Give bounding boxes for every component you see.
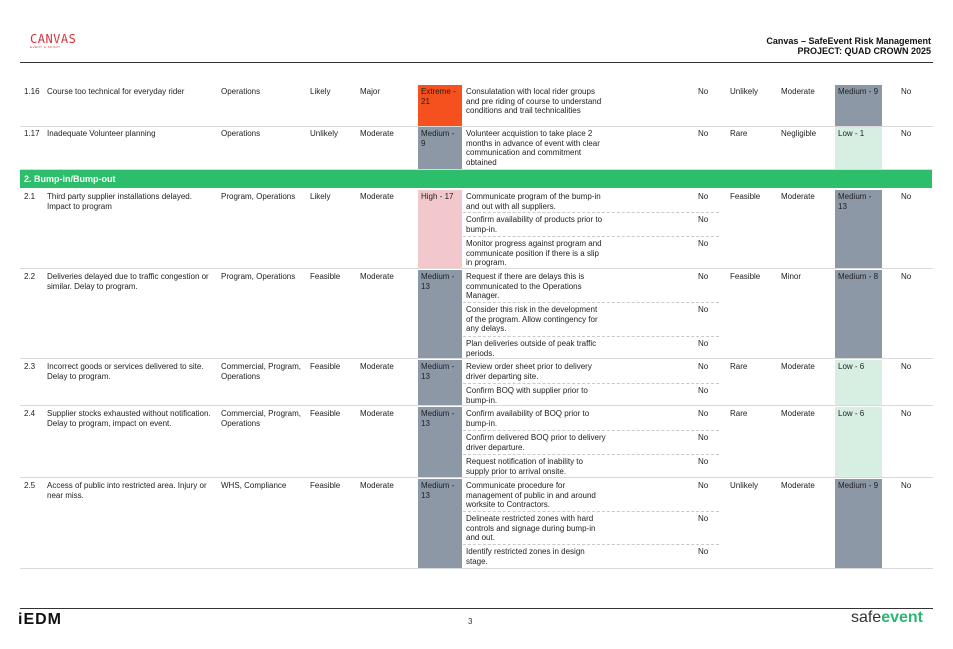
residual-likelihood: Rare [730, 362, 748, 371]
residual-risk-rating: Medium - 13 [835, 190, 882, 268]
control-flag: No [698, 339, 709, 348]
control-flag: No [698, 129, 709, 138]
consequence: Moderate [360, 129, 394, 138]
risk-id: 1.16 [24, 87, 40, 96]
final-flag: No [901, 362, 912, 371]
control-measure: Consulatation with local rider groups and pre riding of course to understand conditions and trail technicalities [466, 87, 602, 115]
control-flag: No [698, 362, 709, 371]
inherent-risk-rating: Extreme - 21 [418, 85, 462, 126]
consequence: Moderate [360, 192, 394, 201]
header-divider [20, 62, 933, 63]
risk-area: Commercial, Program, Operations [221, 362, 302, 381]
likelihood: Likely [310, 192, 331, 201]
residual-likelihood: Rare [730, 409, 748, 418]
consequence: Moderate [360, 362, 394, 371]
control-flag: No [698, 239, 709, 248]
residual-consequence: Negligible [781, 129, 817, 138]
canvas-logo-tagline: EVENT & SPORT [30, 45, 61, 49]
consequence: Major [360, 87, 381, 96]
residual-risk-rating: Low - 1 [835, 127, 882, 169]
consequence: Moderate [360, 272, 394, 281]
risk-id: 2.1 [24, 192, 36, 201]
control-flag: No [698, 457, 709, 466]
project-name: PROJECT: QUAD CROWN 2025 [797, 46, 931, 56]
residual-consequence: Moderate [781, 409, 815, 418]
inherent-risk-rating: Medium - 13 [418, 270, 462, 358]
risk-id: 1.17 [24, 129, 40, 138]
residual-likelihood: Feasible [730, 272, 761, 281]
row-divider [20, 268, 933, 269]
page-number: 3 [468, 617, 473, 626]
likelihood: Unlikely [310, 129, 339, 138]
control-measure: Volunteer acquistion to take place 2 months in advance of event with clear communication and commitment obtained [466, 129, 600, 167]
control-separator [463, 302, 719, 303]
residual-risk-rating: Medium - 9 [835, 85, 882, 126]
document-title: Canvas – SafeEvent Risk Management [766, 36, 931, 46]
control-flag: No [698, 272, 709, 281]
control-measure: Review order sheet prior to delivery driver departing site. [466, 362, 592, 381]
risk-description: Access of public into restricted area. Injury or near miss. [47, 481, 207, 500]
final-flag: No [901, 481, 912, 490]
control-measure: Communicate program of the bump-in and out with all suppliers. [466, 192, 601, 211]
risk-area: WHS, Compliance [221, 481, 287, 490]
inherent-risk-rating: High - 17 [418, 190, 462, 268]
safeevent-logo-part-a: safe [850, 609, 882, 626]
control-measure: Confirm availability of BOQ prior to bump-in. [466, 409, 590, 428]
control-flag: No [698, 305, 709, 314]
residual-likelihood: Rare [730, 129, 748, 138]
control-flag: No [698, 514, 709, 523]
footer-divider [20, 608, 933, 609]
risk-area: Program, Operations [221, 272, 296, 281]
row-divider [20, 477, 933, 478]
inherent-risk-rating: Medium - 9 [418, 127, 462, 169]
likelihood: Likely [310, 87, 331, 96]
control-measure: Consider this risk in the development of the program. Allow contingency for any delays. [466, 305, 598, 333]
control-flag: No [698, 87, 709, 96]
risk-description: Deliveries delayed due to traffic congestion or similar. Delay to program. [47, 272, 209, 291]
control-measure: Communicate procedure for management of public in and around worksite to Contractors. [466, 481, 596, 509]
residual-consequence: Minor [781, 272, 802, 281]
inherent-risk-rating: Medium - 13 [418, 360, 462, 405]
residual-consequence: Moderate [781, 481, 815, 490]
control-measure: Confirm BOQ with supplier prior to bump-in. [466, 386, 588, 405]
consequence: Moderate [360, 409, 394, 418]
likelihood: Feasible [310, 481, 341, 490]
control-separator [463, 383, 719, 384]
control-separator [463, 212, 719, 213]
inherent-risk-rating: Medium - 13 [418, 479, 462, 568]
control-flag: No [698, 481, 709, 490]
control-measure: Request notification of inability to supply prior to arrival onsite. [466, 457, 583, 476]
canvas-logo-word: CANVAS [30, 32, 77, 46]
risk-area: Program, Operations [221, 192, 296, 201]
control-flag: No [698, 192, 709, 201]
control-separator [463, 454, 719, 455]
row-divider [20, 358, 933, 359]
control-measure: Delineate restricted zones with hard controls and signage during bump-in and out. [466, 514, 596, 542]
control-measure: Identify restricted zones in design stage. [466, 547, 585, 566]
control-measure: Confirm delivered BOQ prior to delivery driver departure. [466, 433, 606, 452]
risk-area: Commercial, Program, Operations [221, 409, 302, 428]
final-flag: No [901, 87, 912, 96]
row-divider [20, 405, 933, 406]
document-header [766, 36, 931, 56]
row-divider [20, 568, 933, 569]
consequence: Moderate [360, 481, 394, 490]
risk-id: 2.3 [24, 362, 36, 371]
risk-id: 2.4 [24, 409, 36, 418]
risk-description: Inadequate Volunteer planning [47, 129, 156, 138]
control-measure: Request if there are delays this is communicated to the Operations Manager. [466, 272, 585, 300]
final-flag: No [901, 192, 912, 201]
control-measure: Plan deliveries outside of peak traffic periods. [466, 339, 597, 358]
inherent-risk-rating: Medium - 13 [418, 407, 462, 477]
residual-consequence: Moderate [781, 362, 815, 371]
residual-consequence: Moderate [781, 87, 815, 96]
safeevent-logo-part-b: event [881, 609, 923, 626]
control-flag: No [698, 433, 709, 442]
row-divider [20, 169, 933, 170]
residual-likelihood: Unlikely [730, 481, 759, 490]
control-separator [463, 430, 719, 431]
risk-description: Supplier stocks exhausted without notification. Delay to program, impact on event. [47, 409, 211, 428]
residual-risk-rating: Low - 6 [835, 360, 882, 405]
residual-likelihood: Unlikely [730, 87, 759, 96]
risk-area: Operations [221, 87, 261, 96]
safeevent-logo [851, 609, 923, 627]
control-separator [463, 336, 719, 337]
risk-id: 2.2 [24, 272, 36, 281]
residual-likelihood: Feasible [730, 192, 761, 201]
likelihood: Feasible [310, 409, 341, 418]
control-flag: No [698, 409, 709, 418]
residual-risk-rating: Low - 6 [835, 407, 882, 477]
risk-id: 2.5 [24, 481, 36, 490]
residual-risk-rating: Medium - 8 [835, 270, 882, 358]
control-flag: No [698, 386, 709, 395]
canvas-logo [30, 32, 77, 49]
iedm-logo: iEDM [18, 611, 62, 628]
risk-description: Incorrect goods or services delivered to site. Delay to program. [47, 362, 204, 381]
final-flag: No [901, 409, 912, 418]
row-divider [20, 126, 933, 127]
likelihood: Feasible [310, 272, 341, 281]
control-flag: No [698, 215, 709, 224]
control-separator [463, 544, 719, 545]
residual-risk-rating: Medium - 9 [835, 479, 882, 568]
risk-description: Third party supplier installations delayed. Impact to program [47, 192, 192, 211]
risk-description: Course too technical for everyday rider [47, 87, 185, 96]
likelihood: Feasible [310, 362, 341, 371]
control-separator [463, 236, 719, 237]
control-flag: No [698, 547, 709, 556]
risk-area: Operations [221, 129, 261, 138]
control-measure: Confirm availability of products prior to bump-in. [466, 215, 603, 234]
final-flag: No [901, 129, 912, 138]
final-flag: No [901, 272, 912, 281]
residual-consequence: Moderate [781, 192, 815, 201]
control-separator [463, 511, 719, 512]
section-header-bump-in: 2. Bump-in/Bump-out [20, 170, 932, 188]
control-measure: Monitor progress against program and communicate position if there is a slip in program. [466, 239, 602, 267]
